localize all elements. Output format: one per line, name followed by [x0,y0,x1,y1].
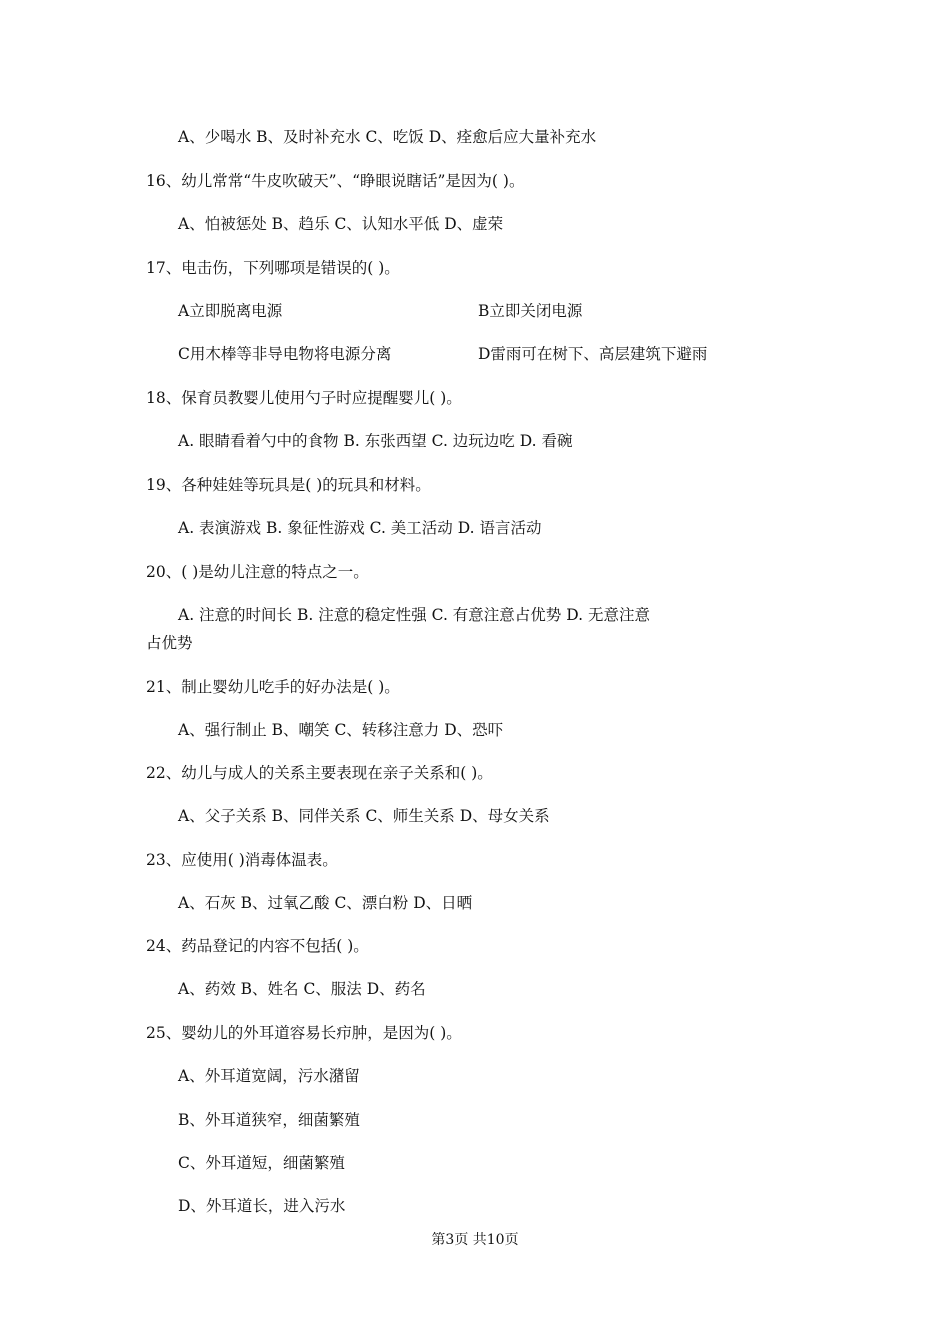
q23-question: 23、应使用( )消毒体温表。 [146,851,338,869]
q25-question: 25、婴幼儿的外耳道容易长疖肿，是因为( )。 [146,1024,462,1042]
q17-option-a: A立即脱离电源 [178,302,283,320]
q22-options: A、父子关系 B、同伴关系 C、师生关系 D、母女关系 [178,807,550,825]
q17-option-d: D雷雨可在树下、高层建筑下避雨 [478,345,708,363]
q20-options-wrap: 占优势 [146,634,193,652]
q21-options: A、强行制止 B、嘲笑 C、转移注意力 D、恐吓 [178,721,504,739]
q25-option-a: A、外耳道宽阔，污水潴留 [178,1067,360,1085]
q25-option-c: C、外耳道短，细菌繁殖 [178,1154,345,1172]
q19-options: A. 表演游戏 B. 象征性游戏 C. 美工活动 D. 语言活动 [178,519,542,537]
q25-option-d: D、外耳道长，进入污水 [178,1197,346,1215]
q18-question: 18、保育员教婴儿使用勺子时应提醒婴儿( )。 [146,389,462,407]
q17-option-c: C用木棒等非导电物将电源分离 [178,345,392,363]
q25-option-b: B、外耳道狭窄，细菌繁殖 [178,1111,360,1129]
q16-question: 16、幼儿常常“牛皮吹破天”、“睁眼说瞎话”是因为( )。 [146,172,525,190]
q18-options: A. 眼睛看着勺中的食物 B. 东张西望 C. 边玩边吃 D. 看碗 [178,432,573,450]
page-footer: 第3页 共10页 [431,1232,519,1248]
q22-question: 22、幼儿与成人的关系主要表现在亲子关系和( )。 [146,764,493,782]
q15-options: A、少喝水 B、及时补充水 C、吃饭 D、痊愈后应大量补充水 [178,128,597,146]
q24-question: 24、药品登记的内容不包括( )。 [146,937,369,955]
q20-question: 20、( )是幼儿注意的特点之一。 [146,563,369,581]
q24-options: A、药效 B、姓名 C、服法 D、药名 [178,980,426,998]
q21-question: 21、制止婴幼儿吃手的好办法是( )。 [146,678,400,696]
q23-options: A、石灰 B、过氧乙酸 C、漂白粉 D、日晒 [178,894,473,912]
q17-question: 17、电击伤，下列哪项是错误的( )。 [146,259,400,277]
q16-options: A、怕被惩处 B、趋乐 C、认知水平低 D、虚荣 [178,215,504,233]
q19-question: 19、各种娃娃等玩具是( )的玩具和材料。 [146,476,431,494]
q20-options: A. 注意的时间长 B. 注意的稳定性强 C. 有意注意占优势 D. 无意注意 [178,606,650,624]
q17-option-b: B立即关闭电源 [478,302,583,320]
